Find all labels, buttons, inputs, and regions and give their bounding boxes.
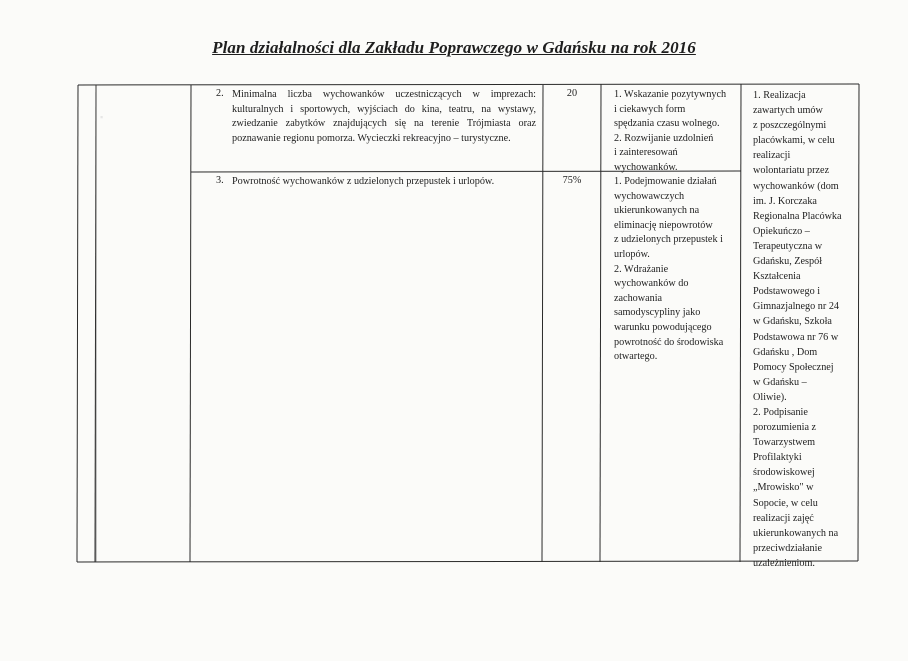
row-number: 2.: [216, 88, 224, 99]
note-line: Opiekuńczo –: [753, 225, 810, 237]
actions-list: [614, 175, 740, 365]
action-line: wychowanków do: [614, 278, 689, 290]
note-line: Regionalna Placówka: [753, 210, 842, 222]
action-line: 2. Rozwijanie uzdolnień: [614, 132, 714, 144]
note-line: Sopocie, w celu: [753, 497, 818, 509]
action-line: urlopów.: [614, 248, 650, 260]
action-line: powrotność do środowiska: [614, 336, 724, 348]
action-line: zachowania: [614, 292, 663, 304]
note-line: 1. Realizacja: [753, 90, 806, 101]
notes-column: [753, 88, 855, 571]
note-line: Profilaktyki: [753, 452, 802, 464]
note-line: Pomocy Społecznej: [753, 361, 834, 373]
task-description: Minimalna liczba wychowanków uczestniczących w imprezach: kulturalnych i sportowych, wyjściach do kina, teatru, na wystawy, zwiedzanie zabytków znajdujących się na terenie Trójmiasta oraz poznawanie regionu pomorza. Wycieczki rekreacyjno – turystyczne.: [232, 89, 536, 144]
action-line: wychowanków.: [614, 161, 678, 173]
note-line: „Mrowisko" w: [753, 482, 814, 494]
note-line: przeciwdziałanie: [753, 542, 823, 554]
note-line: w Gdańsku, Szkoła: [753, 316, 832, 328]
note-line: porozumienia z: [753, 422, 817, 434]
note-line: Kształcenia: [753, 271, 801, 283]
note-line: realizacji zajęć: [753, 512, 814, 524]
bleed-through-mark: ▪: [100, 112, 104, 122]
note-line: zawartych umów: [753, 105, 823, 117]
action-line: ukierunkowanych na: [614, 205, 700, 217]
action-line: i ciekawych form: [614, 103, 686, 115]
action-line: warunku powodującego: [614, 321, 712, 333]
page-title: Plan działalności dla Zakładu Poprawczego w Gdańsku na rok 2016: [212, 38, 696, 57]
note-line: 2. Podpisanie: [753, 406, 808, 418]
target-value: 20: [566, 88, 578, 99]
action-line: spędzania czasu wolnego.: [614, 118, 720, 130]
action-line: i zainteresowań: [614, 147, 678, 159]
target-value: 75%: [562, 175, 582, 186]
note-line: Terapeutyczna w: [753, 240, 823, 252]
note-line: ukierunkowanych na: [753, 527, 839, 539]
note-line: im. J. Korczaka: [753, 195, 817, 207]
action-line: eliminację niepowrotów: [614, 219, 713, 231]
task-description: Powrotność wychowanków z udzielonych przepustek i urlopów.: [232, 176, 495, 187]
note-line: wychowanków (dom: [753, 180, 839, 192]
note-line: realizacji: [753, 150, 791, 162]
actions-list: [614, 88, 740, 176]
note-line: Gimnazjalnego nr 24: [753, 301, 840, 313]
action-line: z udzielonych przepustek i: [614, 234, 723, 246]
action-line: wychowawczych: [614, 190, 685, 202]
note-line: placówkami, w celu: [753, 135, 835, 147]
action-line: samodyscypliny jako: [614, 307, 701, 319]
action-line: 1. Wskazanie pozytywnych: [614, 89, 727, 100]
action-line: 1. Podejmowanie działań: [614, 176, 717, 187]
note-line: w Gdańsku –: [753, 376, 807, 388]
note-line: uzależnieniom.: [753, 557, 815, 569]
note-line: Oliwie).: [753, 391, 787, 403]
note-line: środowiskowej: [753, 467, 815, 479]
row-number: 3.: [216, 175, 224, 186]
note-line: Podstawowa nr 76 w: [753, 331, 839, 343]
note-line: z poszczególnymi: [753, 120, 827, 132]
note-line: Towarzystwem: [753, 437, 816, 449]
action-line: otwartego.: [614, 351, 658, 363]
note-line: Gdańsku , Dom: [753, 346, 818, 358]
note-line: Gdańsku, Zespół: [753, 256, 823, 268]
note-line: wolontariatu przez: [753, 165, 830, 177]
note-line: Podstawowego i: [753, 286, 821, 298]
action-line: 2. Wdrażanie: [614, 263, 669, 275]
